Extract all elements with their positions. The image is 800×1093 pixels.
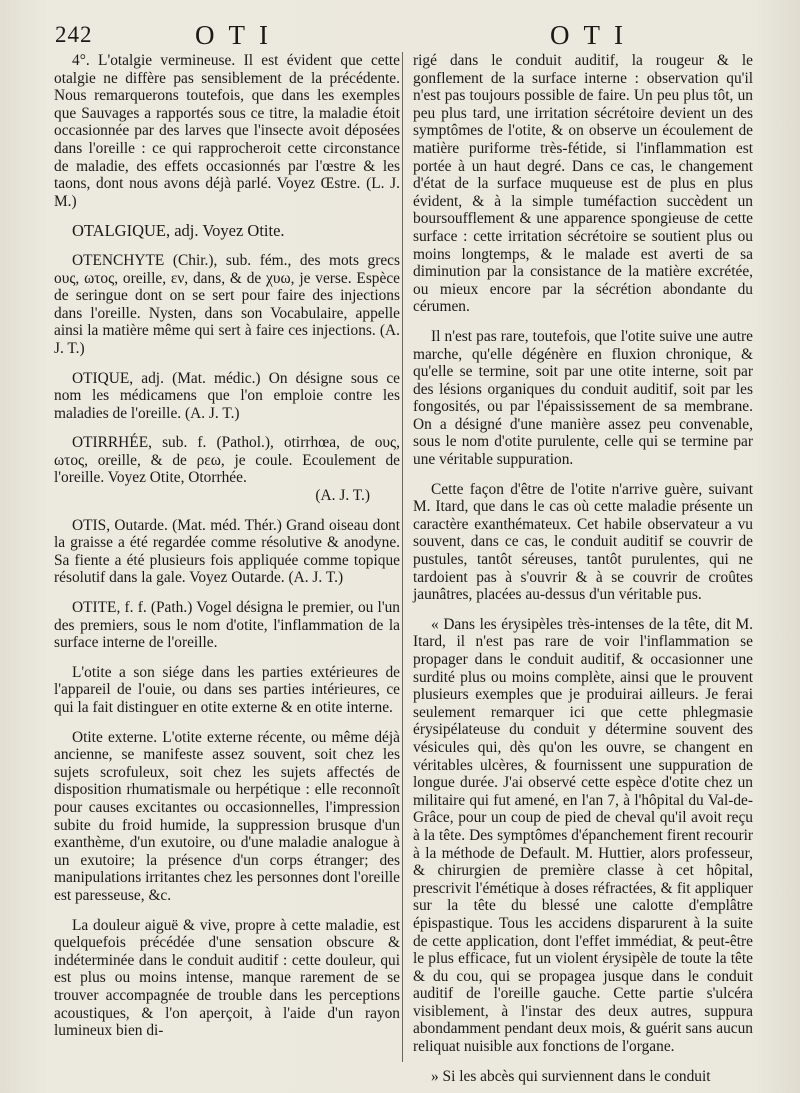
paragraph-otite-externe: Otite externe. L'otite externe récente, ou même déjà ancienne, se manifeste assez souvent, soit chez les sujets scrofuleux, soit chez les sujets affectés de disposition rhumatismale ou herpétique : elle reconnoît pour causes excitantes ou occasionnelles, l'impression subite du froid humide, la suppression brusque d'un exanthème, d'un exutoire, ou d'une maladie analogue à un exutoire; la présence d'un corps étranger; des manipulations irritantes chez les personnes dont l'oreille est paresseuse, &c. [54, 728, 400, 904]
entry-otalgique: OTALGIQUE, adj. Voyez Otite. [72, 221, 285, 241]
entry-otique: OTIQUE, adj. (Mat. médic.) On désigne sous ce nom les médicamens que l'on emploie contre les maladies de l'oreille. (A. J. T.) [54, 369, 400, 422]
paragraph-itard: Cette façon d'être de l'otite n'arrive guère, suivant M. Itard, que dans le cas où cette maladie présente un caractère exanthémateux. Cet habile observateur a vu souvent, dans ce cas, le conduit auditif se couvrir de pustules, tantôt séreuses, tantôt purulentes, qui ne tardoient pas à s'ouvrir & à se couvrir de croûtes jaunâtres, placées au-dessus d'un véritable pus. [413, 480, 753, 604]
right-running-title: OTI [550, 20, 637, 50]
paragraph-otalgie-vermineuse: 4°. L'otalgie vermineuse. Il est évident que cette otalgie ne diffère pas sensiblement de la précédente. Nous remarquerons toutefois, que dans les exemples que Sauvages a rapportés sous ce titre, la maladie étoit occasionnée par des larves que l'insecte avoit déposées dans l'oreille : ce qui rapprocheroit cette circonstance de maladie, des effets occasionnés par l'œstre & les taons, dont nous avons déjà parlé. Voyez Œstre. (L. J. M.) [54, 52, 400, 210]
entry-otis: OTIS, Outarde. (Mat. méd. Thér.) Grand oiseau dont la graisse a été regardée comme résolutive & anodyne. Sa fiente a été plusieurs fois appliquée comme topique résolutif dans la gale. Voyez Outarde. (A. J. T.) [54, 516, 400, 587]
entry-otite: OTITE, f. f. (Path.) Vogel désigna le premier, ou l'un des premiers, sous le nom d'otite, l'inflammation de la surface interne de l'oreille. [54, 599, 400, 652]
entry-otenchyte: OTENCHYTE (Chir.), sub. fém., des mots grecs ους, ωτος, oreille, εν, dans, & de χυω, je verse. Espèce de seringue dont on se sert pour faire des injections dans l'oreille. Nysten, dans son Vocabulaire, appelle ainsi la matière même qui sert à faire ces injections. (A. J. T.) [54, 251, 400, 357]
right-column [413, 52, 753, 1085]
column-divider [402, 52, 403, 1062]
paragraph-otite-siege: L'otite a son siége dans les parties extérieures de l'appareil de l'ouie, ou dans ses parties intérieures, ce qui la fait distinguer en otite externe & en otite interne. [54, 663, 400, 716]
paragraph-abces: » Si les abcès qui surviennent dans le conduit [431, 1067, 711, 1085]
paragraph-erysipeles: « Dans les érysipèles très-intenses de la tête, dit M. Itard, il n'est pas rare de voir l'inflammation se propager dans le conduit auditif, & occasionner une surdité plus ou moins complète, ainsi que le prouvent plusieurs exemples que je produirai ailleurs. Je ferai seulement remarquer ici que cette phlegmasie érysipélateuse du conduit y détermine souvent des vésicules qui, dès qu'on les ouvre, se changent en véritables ulcères, & fournissent une suppuration de longue durée. J'ai observé cette espèce d'otite chez un militaire qui fut amené, en l'an 7, à l'hôpital du Val-de-Grâce, pour un coup de pied de cheval qu'il avoit reçu à la tête. Des symptômes d'épanchement firent recourir à la méthode de Default. M. Huttier, alors professeur, & chirurgien de première classe à cet hôpital, prescrivit l'émétique à doses réfractées, & fit appliquer sur la tête du blessé une calotte d'emplâtre épispastique. Tous les accidens disparurent à la suite de cette application, dont l'effet immédiat, & peut-être le plus efficace, fut un violent érysipèle de toute la tête & du cou, qui se propagea jusque dans le conduit auditif de l'oreille gauche. Cette partie s'ulcéra visiblement, à l'instar des deux autres, suppura abondamment pendant deux mois, & guérit sans aucun reliquat nuisible aux fonctions de l'organe. [413, 615, 753, 1056]
entry-otirrhee: OTIRRHÉE, sub. f. (Pathol.), otirrhœa, de ους, ωτος, oreille, & de ρεω, je coule. Ecoulement de l'oreille. Voyez Otite, Otorrhée. [54, 434, 400, 487]
left-running-title: OTI [195, 20, 282, 50]
paragraph-autre-marche: Il n'est pas rare, toutefois, que l'otite suive une autre marche, qu'elle dégénère en fluxion chronique, & qu'elle se termine, soit par une otite interne, soit par des lésions organiques du conduit auditif, soit par les fongosités, ou par l'épaississement de sa membrane. On a désigné d'une manière assez peu convenable, sous le nom d'otite purulente, celle qui se termine par une véritable suppuration. [413, 327, 753, 469]
running-header [0, 16, 800, 50]
left-column [54, 52, 400, 1040]
page-number: 242 [55, 22, 93, 47]
paragraph-continuation: rigé dans le conduit auditif, la rougeur & le gonflement de la surface interne : observation qu'il n'est pas toujours possible de faire. Un peu plus tôt, un peu plus tard, une irritation sécrétoire devient un des symptômes de l'otite, & on observe un écoulement de matière puriforme très-fétide, si l'inflammation est portée à un haut degré. Dans ce cas, le changement d'état de la surface muqueuse est de plus en plus évident, & à la simple tuméfaction succèdent un boursoufflement & une apparence spongieuse de cette surface : cette irritation sécrétoire se soutient plus ou moins longtemps, & le malade est averti de sa diminution par la consistance de la matière excrétée, ou mieux encore par la sécrétion abondante du cérumen. [413, 52, 753, 316]
entry-otirrhee-signature: (A. J. T.) [315, 487, 370, 505]
paragraph-douleur: La douleur aiguë & vive, propre à cette maladie, est quelquefois précédée d'une sensation obscure & indéterminée dans le conduit auditif : cette douleur, qui est plus ou moins intense, manque rarement de se trouver accompagnée de trouble dans les perceptions acoustiques, & l'on aperçoit, à l'aide d'un rayon lumineux bien di- [54, 916, 400, 1040]
